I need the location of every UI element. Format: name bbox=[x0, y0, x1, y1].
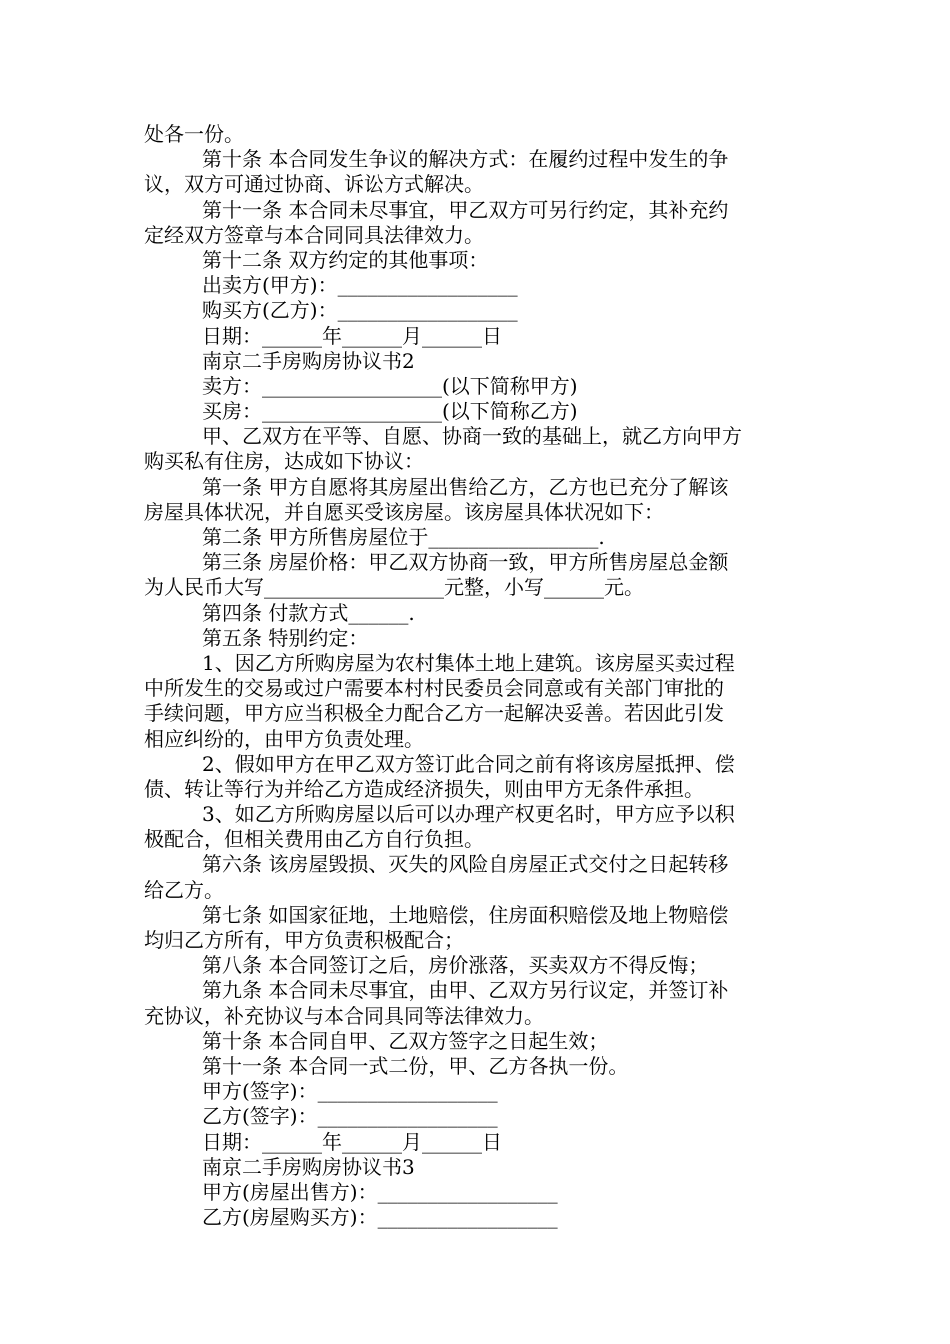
document-line: 1、因乙方所购房屋为农村集体土地上建筑。该房屋买卖过程 bbox=[202, 650, 735, 675]
document-line: 定经双方签章与本合同同具法律效力。 bbox=[144, 222, 484, 247]
document-line: 第九条 本合同未尽事宜，由甲、乙双方另行议定，并签订补 bbox=[202, 978, 729, 1003]
document-line: 房屋具体状况，并自愿买受该房屋。该房屋具体状况如下： bbox=[144, 499, 664, 524]
document-line: 第六条 该房屋毁损、灭失的风险自房屋正式交付之日起转移 bbox=[202, 852, 729, 877]
document-line: 处各一份。 bbox=[144, 122, 244, 146]
document-line: 乙方(签字)：__________________ bbox=[202, 1104, 498, 1129]
document-line: 日期：______年______月______日 bbox=[202, 1129, 502, 1154]
document-line: 购买私有住房，达成如下协议： bbox=[144, 449, 424, 474]
document-line: 卖方：__________________(以下简称甲方) bbox=[202, 373, 578, 398]
document-line: 债、转让等行为并给乙方造成经济损失，则由甲方无条件承担。 bbox=[144, 776, 704, 801]
document-line: 第十条 本合同自甲、乙双方签字之日起生效； bbox=[202, 1028, 609, 1053]
document-line: 甲、乙双方在平等、自愿、协商一致的基础上，就乙方向甲方 bbox=[202, 424, 742, 449]
document-line: 中所发生的交易或过户需要本村村民委员会同意或有关部门审批的 bbox=[144, 676, 724, 701]
document-line: 第十二条 双方约定的其他事项： bbox=[202, 247, 489, 272]
document-line: 极配合，但相关费用由乙方自行负担。 bbox=[144, 827, 484, 852]
document-line: 第五条 特别约定： bbox=[202, 625, 369, 650]
document-line: 第十条 本合同发生争议的解决方式：在履约过程中发生的争 bbox=[202, 147, 729, 172]
document-line: 南京二手房购房协议书2 bbox=[202, 348, 415, 373]
document-line: 3、如乙方所购房屋以后可以办理产权更名时，甲方应予以积 bbox=[202, 802, 735, 827]
document-line: 第三条 房屋价格：甲乙双方协商一致，甲方所售房屋总金额 bbox=[202, 550, 729, 575]
document-line: 相应纠纷的，由甲方负责处理。 bbox=[144, 726, 424, 751]
document-line: 给乙方。 bbox=[144, 877, 224, 902]
document-line: 第十一条 本合同一式二份，甲、乙方各执一份。 bbox=[202, 1053, 629, 1078]
document-body bbox=[144, 122, 806, 1230]
document-line: 第一条 甲方自愿将其房屋出售给乙方，乙方也已充分了解该 bbox=[202, 474, 729, 499]
document-line: 出卖方(甲方)：__________________ bbox=[202, 273, 518, 298]
document-line: 甲方(房屋出售方)：__________________ bbox=[202, 1179, 558, 1204]
document-line: 充协议，补充协议与本合同具同等法律效力。 bbox=[144, 1003, 544, 1028]
document-line: 第四条 付款方式______. bbox=[202, 600, 415, 625]
document-line: 为人民币大写__________________元整，小写______元。 bbox=[144, 575, 644, 600]
document-line: 第二条 甲方所售房屋位于_________________. bbox=[202, 525, 605, 549]
document-line: 第八条 本合同签订之后，房价涨落，买卖双方不得反悔； bbox=[202, 953, 709, 978]
document-line: 第七条 如国家征地，土地赔偿，住房面积赔偿及地上物赔偿 bbox=[202, 902, 729, 927]
document-line: 手续问题，甲方应当积极全力配合乙方一起解决妥善。若因此引发 bbox=[144, 701, 724, 726]
document-line: 议，双方可通过协商、诉讼方式解决。 bbox=[144, 172, 484, 197]
document-line: 2、假如甲方在甲乙双方签订此合同之前有将该房屋抵押、偿 bbox=[202, 751, 735, 776]
document-line: 第十一条 本合同未尽事宜，甲乙双方可另行约定，其补充约 bbox=[202, 197, 729, 222]
document-line: 乙方(房屋购买方)：__________________ bbox=[202, 1205, 558, 1230]
document-line: 南京二手房购房协议书3 bbox=[202, 1154, 415, 1179]
document-line: 均归乙方所有，甲方负责积极配合； bbox=[144, 928, 464, 952]
document-line: 甲方(签字)：__________________ bbox=[202, 1079, 498, 1104]
document-line: 购买方(乙方)：__________________ bbox=[202, 298, 518, 323]
document-line: 日期：______年______月______日 bbox=[202, 323, 502, 348]
document-line: 买房：__________________(以下简称乙方) bbox=[202, 399, 578, 424]
